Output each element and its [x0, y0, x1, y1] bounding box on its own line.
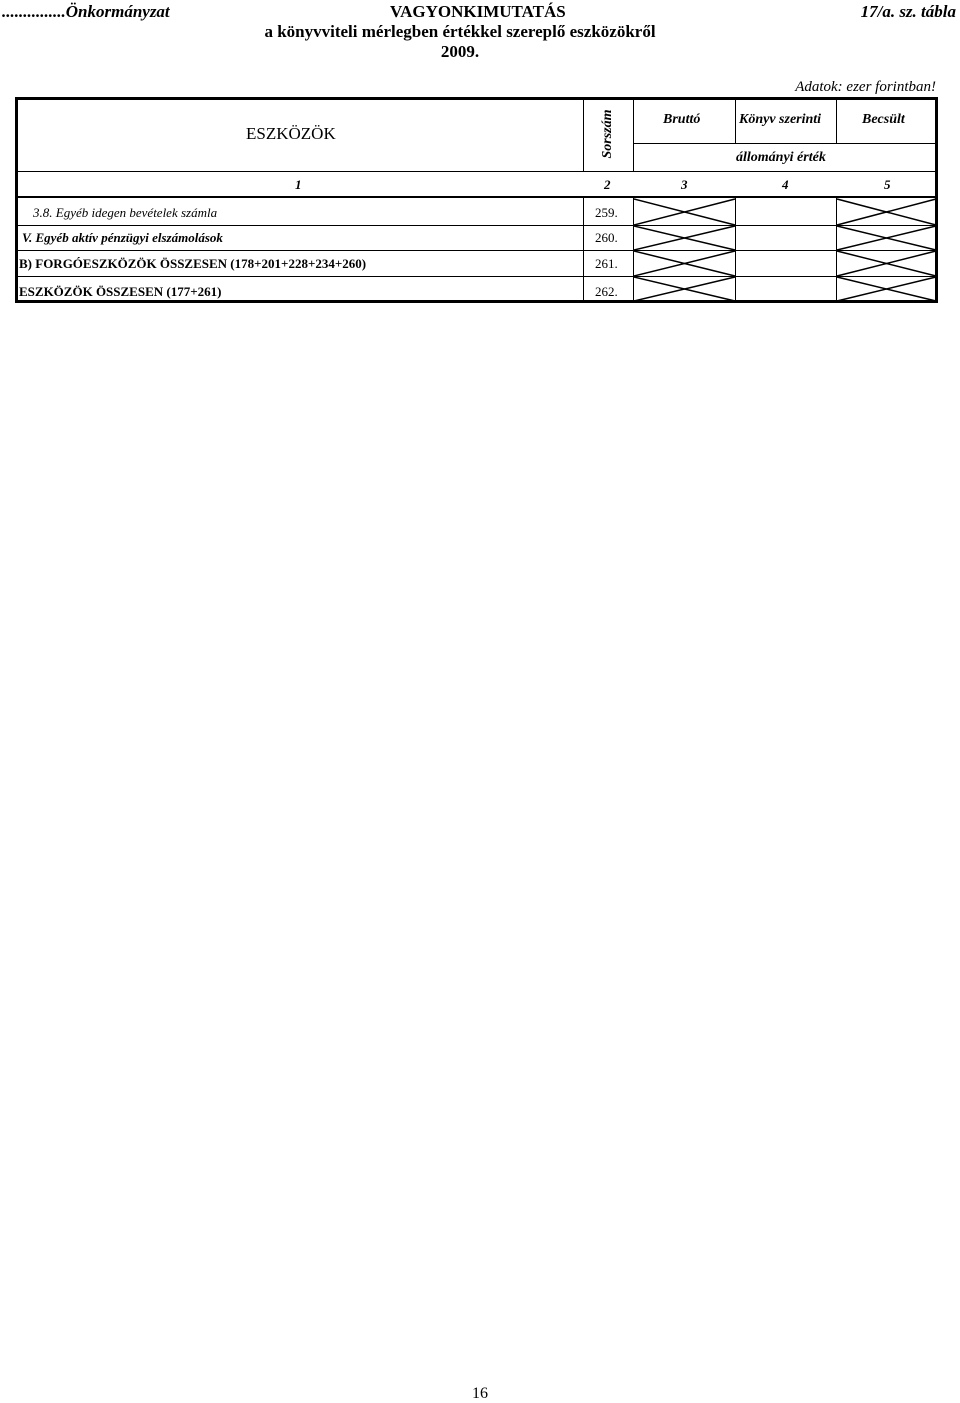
crossed-out-cells	[0, 0, 960, 320]
row-number-260: 260.	[595, 230, 618, 245]
col-number-2: 2	[604, 177, 611, 192]
units-note: Adatok: ezer forintban!	[795, 79, 936, 95]
col-number-4: 4	[782, 177, 789, 192]
page-number: 16	[472, 1385, 488, 1402]
row-number-261: 261.	[595, 256, 618, 271]
row-number-259: 259.	[595, 205, 618, 220]
document-subtitle: a könyvviteli mérlegben értékkel szereplő eszközökről	[264, 22, 656, 41]
col-number-1: 1	[295, 177, 302, 192]
col-number-3: 3	[681, 177, 688, 192]
row-number-262: 262.	[595, 284, 618, 299]
col-header-konyv-szerinti: Könyv szerinti	[739, 112, 822, 127]
row-label-262: ESZKÖZÖK ÖSSZESEN (177+261)	[19, 284, 222, 299]
col-number-5: 5	[884, 177, 891, 192]
document-title: VAGYONKIMUTATÁS	[390, 2, 566, 21]
municipality-label: ...............Önkormányzat	[2, 2, 170, 21]
col-header-eszkozok: ESZKÖZÖK	[246, 124, 336, 143]
col-header-brutto: Bruttó	[663, 112, 701, 127]
row-label-260: V. Egyéb aktív pénzügyi elszámolások	[22, 230, 223, 245]
table-number: 17/a. sz. tábla	[860, 2, 956, 21]
col-header-allomanyi-ertek: állományi érték	[736, 150, 826, 165]
row-label-261: B) FORGÓESZKÖZÖK ÖSSZESEN (178+201+228+234+260)	[19, 256, 367, 271]
row-label-259: 3.8. Egyéb idegen bevételek számla	[33, 205, 218, 220]
col-header-sorszam: Sorszám	[600, 109, 615, 159]
document-year: 2009.	[440, 42, 480, 61]
col-header-becsult: Becsült	[862, 112, 905, 127]
